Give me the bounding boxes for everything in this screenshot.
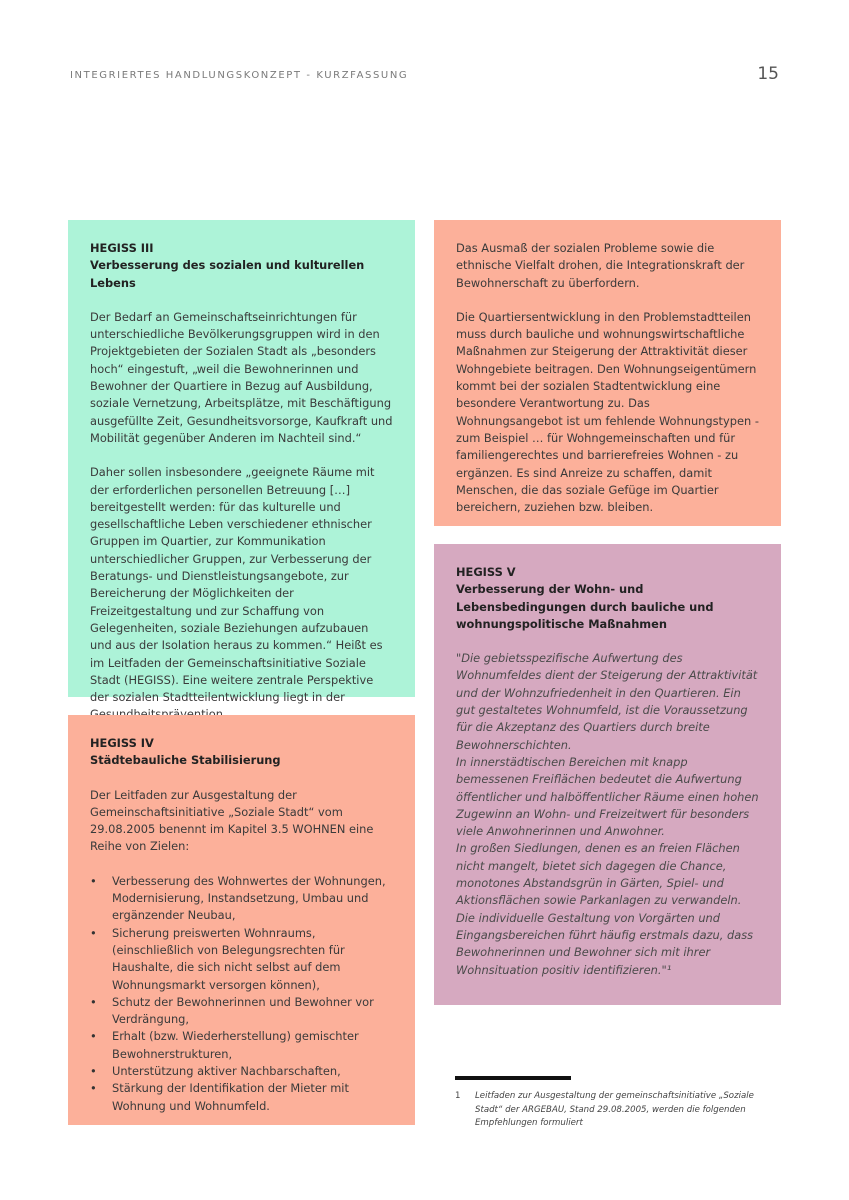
continued-paragraph-1: Das Ausmaß der sozialen Probleme sowie die ethnische Vielfalt drohen, die Integrationskraft der Bewohnerschaft zu überfordern. bbox=[456, 241, 745, 290]
list-item: • Stärkung der Identifikation der Mieter mit Wohnung und Wohnumfeld. bbox=[90, 1080, 393, 1115]
continued-text-box bbox=[434, 220, 781, 526]
hegiss-iii-box bbox=[68, 220, 415, 705]
list-item: • Schutz der Bewohnerinnen und Bewohner vor Verdrängung, bbox=[90, 994, 393, 1029]
running-header: INTEGRIERTES HANDLUNGSKONZEPT - KURZFASSUNG bbox=[70, 70, 409, 81]
hegiss-iv-code: HEGISS IV bbox=[90, 736, 154, 750]
hegiss-iii-paragraph-2: Daher sollen insbesondere „geeignete Räume mit der erforderlichen personellen Betreuung […] bereitgestellt werden: für das kulturelle und gesellschaftliche Leben verschiedener ethnischer Gruppen im Quartier, zur Kommunikation unterschiedlicher Gruppen, zur Verbesserung der Beratungs- und Dienstleistungsangebote, zur Bereicherung der Möglichkeiten der Freizeitgestaltung und zur Schaffung von Gelegenheiten, soziale Beziehungen aufzubauen und aus der Isolation heraus zu kommen.“ Heißt es im Leitfaden der Gemeinschaftsinitiative Soziale Stadt (HEGISS). Eine weitere zentrale Perspektive der sozialen Stadtteilentwicklung liegt in der bbox=[90, 465, 383, 705]
hegiss-iv-box bbox=[68, 715, 415, 1125]
hegiss-iv-title: Städtebauliche Stabilisierung bbox=[90, 753, 281, 768]
list-item: • Erhalt (bzw. Wiederherstellung) gemischter Bewohnerstrukturen, bbox=[90, 1028, 393, 1063]
hegiss-v-box bbox=[434, 544, 781, 1005]
hegiss-iv-goal-list bbox=[90, 873, 393, 1115]
hegiss-v-quote: "Die gebietsspezifische Aufwertung des Wohnumfeldes dient der Steigerung der Attraktivität und der Wohnzufriedenheit in den Quartieren. Ein gut gestaltetes Wohnumfeld, ist die Voraussetzung für die Akzeptanz des Quartiers durch breite Bewohnerschichten. In innerstädtischen Bereichen mit knapp bemessenen Freiflächen bedeutet die Aufwertung öffentlicher und halböffentlicher Räume einen hohen Zugewinn an Wohn- und Freizeitwert für besonders viele Anwohnerinnen und Anwohner. In großen Siedlungen, denen es an freien Flächen nicht mangelt, bietet sich dagegen die Chance, monotones Abstandsgrün in Gärten, Spiel- und Aktionsflächen sowie Parkanlagen zu verwandeln. Die individuelle Gestaltung von Vorgärten und Eingangsbereichen führt häufig erstmals dazu, dass Bewohnerinnen und Bewohner sich mit ihrer Wohnsituation positiv identifizieren."¹ bbox=[456, 651, 759, 977]
hegiss-v-title: Verbesserung der Wohn- und Lebensbedingungen durch bauliche und wohnungspolitische Maßnahmen bbox=[456, 582, 714, 631]
hegiss-iii-title: Verbesserung des sozialen und kulturellen Lebens bbox=[90, 258, 365, 290]
hegiss-v-code: HEGISS V bbox=[456, 565, 516, 579]
list-item: • Unterstützung aktiver Nachbarschaften, bbox=[90, 1063, 393, 1080]
hegiss-iv-intro: Der Leitfaden zur Ausgestaltung der Gemeinschaftsinitiative „Soziale Stadt“ vom 29.08.2005 benennt im Kapitel 3.5 WOHNEN eine Reihe von Zielen: bbox=[90, 787, 374, 854]
page-number: 15 bbox=[757, 64, 779, 84]
hegiss-iii-code: HEGISS III bbox=[90, 241, 154, 255]
footnote-divider bbox=[455, 1076, 571, 1080]
footnote bbox=[455, 1090, 775, 1131]
list-item: • Verbesserung des Wohnwertes der Wohnungen, Modernisierung, Instandsetzung, Umbau und ergänzender Neubau, bbox=[90, 873, 393, 925]
footnote-number: 1 bbox=[455, 1091, 461, 1101]
footnote-text: Leitfaden zur Ausgestaltung der gemeinschaftsinitiative „Soziale Stadt“ der ARGEBAU, Stand 29.08.2005, werden die folgenden Empfehlungen formuliert bbox=[475, 1091, 754, 1128]
hegiss-iii-paragraph-1: Der Bedarf an Gemeinschaftseinrichtungen für unterschiedliche Bevölkerungsgruppen wird in den Projektgebieten der Sozialen Stadt als „besonders hoch“ eingestuft, „weil die Bewohnerinnen und Bewohner der Quartiere in Bezug auf Ausbildung, soziale Vernetzung, Arbeitsplätze, mit Beschäftigung ausgefüllte Zeit, Gesundheitsvorsorge, Kaufkraft und Mobilität gegenüber Anderen im Nachteil sind.“ bbox=[90, 309, 393, 445]
list-item: • Sicherung preiswerten Wohnraums, (einschließlich von Belegungsrechten für Haushalte, die sich nicht selbst auf dem Wohnungsmarkt versorgen können), bbox=[90, 925, 393, 994]
continued-paragraph-2: Die Quartiersentwicklung in den Problemstadtteilen muss durch bauliche und wohnungswirtschaftliche Maßnahmen zur Steigerung der Attraktivität dieser Wohngebiete beitragen. Den Wohnungseigentümern kommt bei der sozialen Stadtentwicklung eine besondere Verantwortung zu. Das Wohnungsangebot ist um fehlende Wohnungstypen - zum Beispiel … für Wohngemeinschaften und für familiengerechtes und barrierefreies Wohnen - zu ergänzen. Es sind Anreize zu schaffen, damit Menschen, die das soziale Gefüge im Quartier bereichern, zuziehen bzw. bleiben. bbox=[456, 309, 759, 515]
